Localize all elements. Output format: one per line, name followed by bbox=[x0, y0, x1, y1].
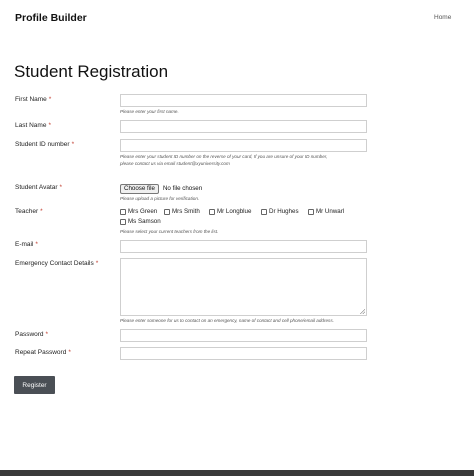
last-name-input[interactable] bbox=[120, 120, 367, 133]
emergency-contact-label: Emergency Contact Details * bbox=[15, 260, 99, 267]
repeat-password-label: Repeat Password * bbox=[15, 349, 71, 356]
repeat-password-input[interactable] bbox=[120, 347, 367, 360]
checkbox-icon[interactable] bbox=[120, 219, 126, 225]
student-id-label: Student ID number * bbox=[15, 141, 75, 148]
teacher-option-mr-unwarl[interactable]: Mr Unwarl bbox=[308, 208, 344, 215]
emergency-contact-hint: Please enter someone for us to contact on an emergency, name of contact and cell phone/email address. bbox=[120, 318, 334, 323]
password-input[interactable] bbox=[120, 329, 367, 342]
student-avatar-label: Student Avatar * bbox=[15, 184, 63, 191]
checkbox-icon[interactable] bbox=[120, 209, 126, 215]
nav-home-link[interactable]: Home bbox=[434, 14, 452, 21]
top-navbar bbox=[0, 0, 474, 40]
first-name-label: First Name * bbox=[15, 96, 52, 103]
teacher-hint: Please select your current teachers from the list. bbox=[120, 229, 219, 234]
first-name-input[interactable] bbox=[120, 94, 367, 107]
checkbox-icon[interactable] bbox=[261, 209, 267, 215]
student-id-input[interactable] bbox=[120, 139, 367, 152]
checkbox-icon[interactable] bbox=[308, 209, 314, 215]
emergency-contact-textarea[interactable] bbox=[120, 258, 367, 316]
student-id-hint: Please enter your student ID number on the reverse of your card, If you are unsure of your ID number, please contact us via email student@xyuniversity.com bbox=[120, 154, 328, 166]
resize-handle-icon[interactable] bbox=[360, 309, 365, 314]
email-input[interactable] bbox=[120, 240, 367, 253]
teacher-option-dr-hughes[interactable]: Dr Hughes bbox=[261, 208, 299, 215]
file-status: No file chosen bbox=[162, 185, 203, 192]
page-footer bbox=[0, 470, 474, 476]
avatar-file-input[interactable] bbox=[120, 183, 202, 194]
checkbox-icon[interactable] bbox=[164, 209, 170, 215]
checkbox-icon[interactable] bbox=[209, 209, 215, 215]
teacher-option-mr-longblue[interactable]: Mr Longblue bbox=[209, 208, 251, 215]
password-label: Password * bbox=[15, 331, 49, 338]
choose-file-button[interactable]: Choose file bbox=[120, 184, 159, 194]
page-title: Student Registration bbox=[14, 62, 169, 81]
teacher-option-mrs-smith[interactable]: Mrs Smith bbox=[164, 208, 200, 215]
teacher-option-ms-samson[interactable]: Ms Samson bbox=[120, 218, 161, 225]
register-button[interactable]: Register bbox=[14, 376, 55, 394]
first-name-hint: Please enter your first name. bbox=[120, 109, 179, 114]
site-brand[interactable]: Profile Builder bbox=[15, 12, 87, 24]
teacher-option-mrs-green[interactable]: Mrs Green bbox=[120, 208, 157, 215]
email-label: E-mail * bbox=[15, 241, 38, 248]
avatar-hint: Please upload a picture for verification. bbox=[120, 196, 200, 201]
teacher-label: Teacher * bbox=[15, 208, 43, 215]
last-name-label: Last Name * bbox=[15, 122, 51, 129]
